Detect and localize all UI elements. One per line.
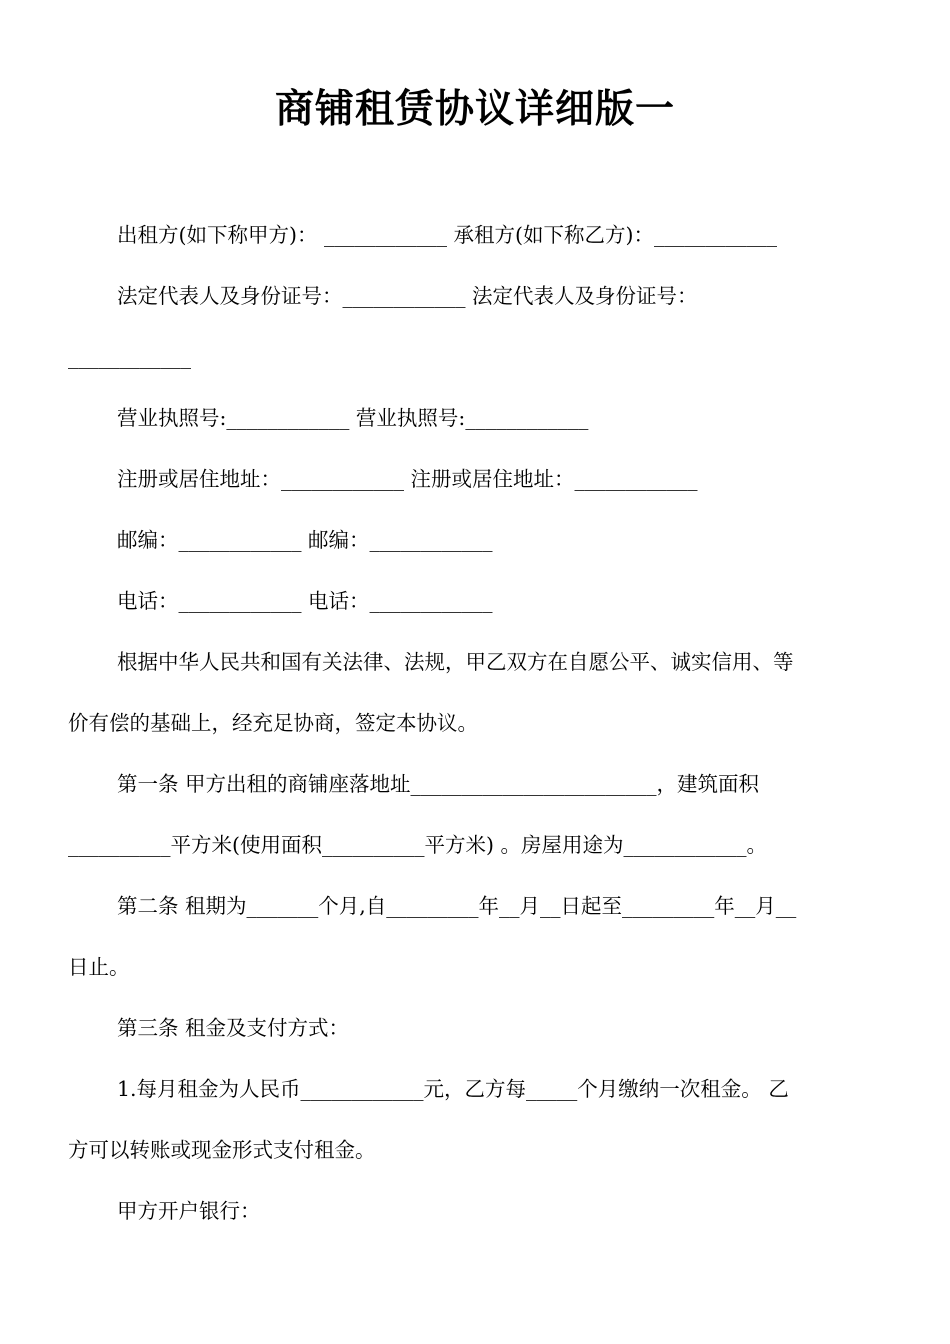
article-2-line-2: 日止。 <box>68 955 130 979</box>
phone-line: 电话：____________ 电话：____________ <box>117 589 493 613</box>
rent-clause-line-1: 1.每月租金为人民币____________元，乙方每_____个月缴纳一次租金。 乙 <box>117 1077 789 1101</box>
lessor-bank-line: 甲方开户银行： <box>117 1199 261 1223</box>
rent-clause-line-2: 方可以转账或现金形式支付租金。 <box>68 1138 376 1162</box>
article-3-heading: 第三条 租金及支付方式： <box>117 1016 350 1040</box>
preamble-line-1: 根据中华人民共和国有关法律、法规，甲乙双方在自愿公平、诚实信用、等 <box>117 650 794 674</box>
article-1-line-1: 第一条 甲方出租的商铺座落地址________________________，建筑面积 <box>117 772 760 796</box>
article-2-line-1: 第二条 租期为_______个月,自_________年__月__日起至_________年__月__ <box>117 894 797 918</box>
document-title: 商铺租赁协议详细版一 <box>274 87 675 132</box>
preamble-line-2: 价有偿的基础上，经充足协商，签定本协议。 <box>68 711 478 735</box>
article-1-line-2: __________平方米(使用面积__________平方米) 。房屋用途为____________。 <box>68 833 768 857</box>
party-names-line: 出租方(如下称甲方)： ____________ 承租方(如下称乙方)：____________ <box>117 223 778 247</box>
address-line: 注册或居住地址：____________ 注册或居住地址：____________ <box>117 467 698 491</box>
business-license-line: 营业执照号:____________ 营业执照号:____________ <box>117 406 589 430</box>
legal-rep-id-blank-line: ____________ <box>68 345 191 369</box>
postcode-line: 邮编：____________ 邮编：____________ <box>117 528 493 552</box>
legal-rep-id-line: 法定代表人及身份证号：____________ 法定代表人及身份证号： <box>117 284 698 308</box>
